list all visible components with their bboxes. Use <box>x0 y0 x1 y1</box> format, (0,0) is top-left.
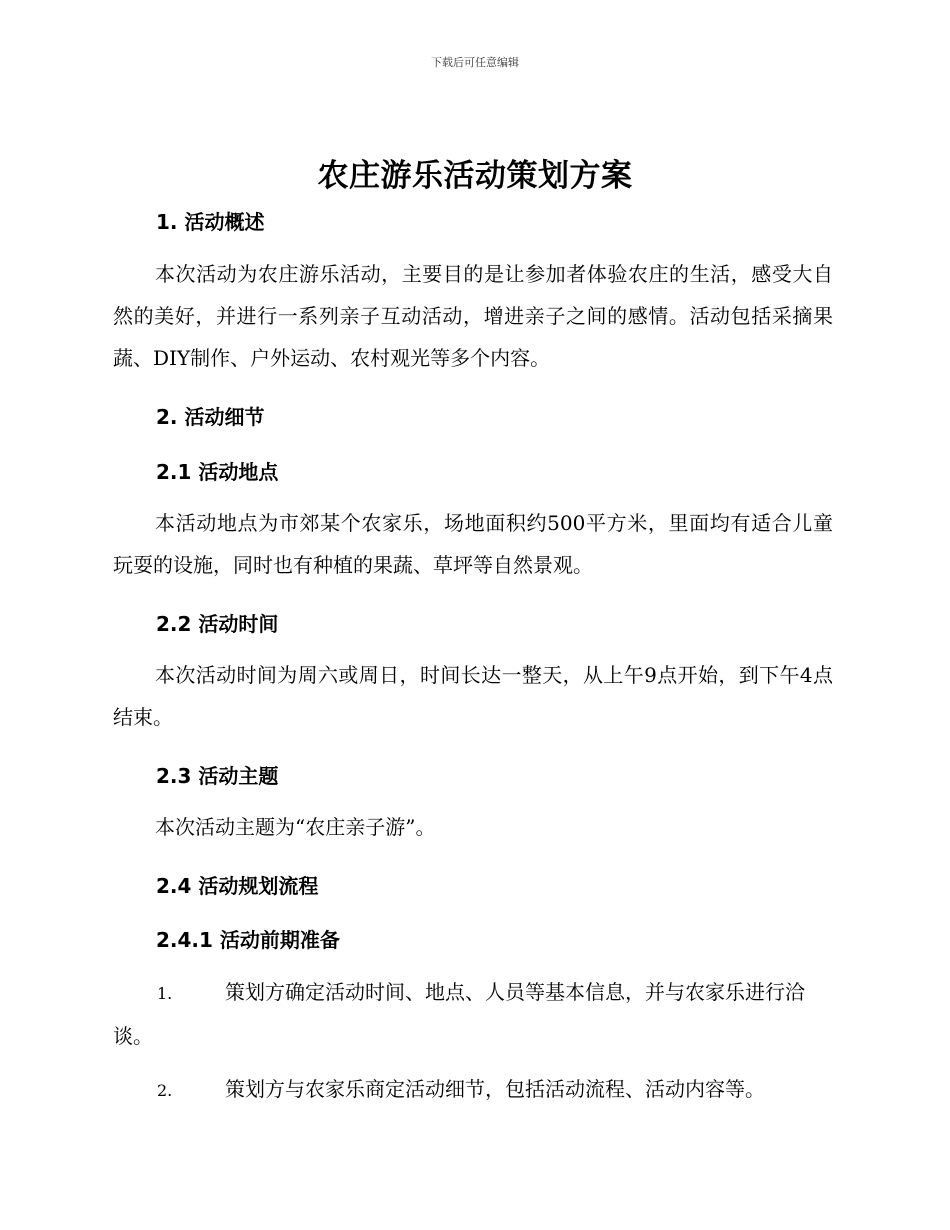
paragraph-theme: 本次活动主题为“农庄亲子游”。 <box>155 815 436 839</box>
paragraph-overview: 本次活动为农庄游乐活动，主要目的是让参加者体验农庄的生活，感受大自然的美好，并进行一系列亲子互动活动，增进亲子之间的感情。活动包括采摘果蔬、DIY制作、户外运动、农村观光等多个内容。 <box>113 262 833 370</box>
section-heading-time: 2.2 活动时间 <box>156 612 279 636</box>
section-heading-overview: 1. 活动概述 <box>156 210 265 234</box>
header-note: 下载后可任意编辑 <box>431 56 519 69</box>
section-heading-preparation: 2.4.1 活动前期准备 <box>156 928 340 952</box>
list-item-text: 策划方与农家乐商定活动细节，包括活动流程、活动内容等。 <box>225 1077 765 1101</box>
list-item <box>113 1068 833 1112</box>
section-heading-theme: 2.3 活动主题 <box>156 764 279 788</box>
section-heading-location: 2.1 活动地点 <box>156 460 279 484</box>
section-heading-details: 2. 活动细节 <box>156 405 265 429</box>
document-title: 农庄游乐活动策划方案 <box>317 158 633 194</box>
list-item-number: 2. <box>157 1081 173 1100</box>
list-item <box>113 971 833 1057</box>
list-item-number: 1. <box>157 984 173 1003</box>
paragraph-location: 本活动地点为市郊某个农家乐，场地面积约500平方米，里面均有适合儿童玩耍的设施，同时也有种植的果蔬、草坪等自然景观。 <box>113 511 833 577</box>
paragraph-time: 本次活动时间为周六或周日，时间长达一整天，从上午9点开始，到下午4点结束。 <box>113 663 833 729</box>
section-heading-process: 2.4 活动规划流程 <box>156 874 319 898</box>
list-item-text: 策划方确定活动时间、地点、人员等基本信息，并与农家乐进行洽谈。 <box>113 980 805 1048</box>
